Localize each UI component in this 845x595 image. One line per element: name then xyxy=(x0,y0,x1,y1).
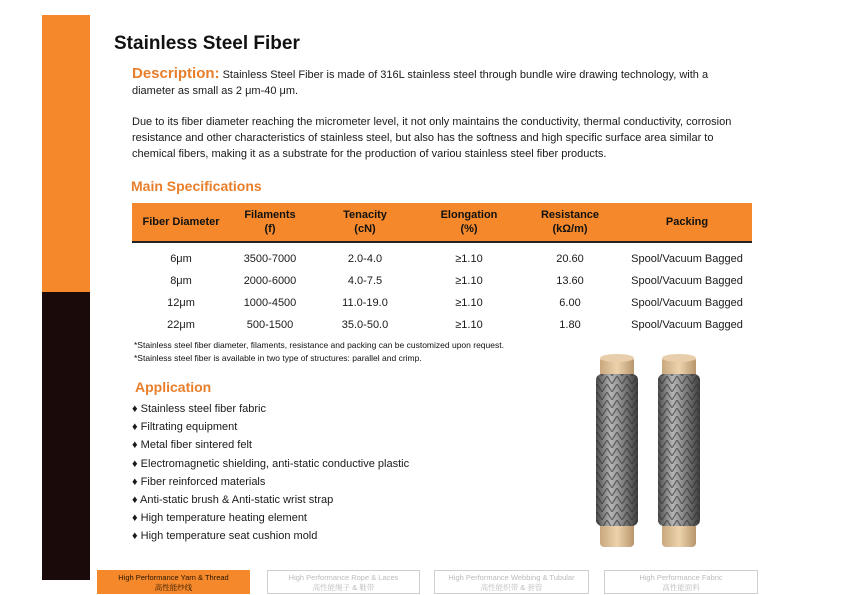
list-item: ♦ Anti-static brush & Anti-static wrist strap xyxy=(132,494,334,507)
footer-tab-rope-laces[interactable] xyxy=(267,570,420,594)
cell-packing: Spool/Vacuum Bagged xyxy=(631,319,743,331)
col-header-tenacity: Tenacity (cN) xyxy=(310,203,420,242)
footer-tab-label-cn: 高性能纱线 xyxy=(154,583,193,592)
footer-tab-label: High Performance Yarn & Thread xyxy=(118,573,229,582)
spool-right xyxy=(658,354,700,547)
footer-tab-label: High Performance Rope & Laces xyxy=(288,573,399,582)
col-header-packing: Packing xyxy=(622,203,752,242)
description xyxy=(132,66,752,99)
footer-tab-label: High Performance Fabric xyxy=(639,573,723,582)
cell-elongation: ≥1.10 xyxy=(455,253,483,265)
cell-diameter: 12μm xyxy=(167,297,195,309)
table-row xyxy=(132,292,752,314)
col-header-resistance: Resistance (kΩ/m) xyxy=(518,203,622,242)
list-item: ♦ Fiber reinforced materials xyxy=(132,475,266,488)
list-item: ♦ Stainless steel fiber fabric xyxy=(132,403,267,415)
application-heading: Application xyxy=(135,379,212,395)
cell-filaments: 1000-4500 xyxy=(243,297,297,309)
table-row xyxy=(132,242,752,270)
cell-filaments: 3500-7000 xyxy=(243,253,297,265)
footer-tab-label-cn: 高性能绳子 & 鞋带 xyxy=(312,583,375,592)
spool-left xyxy=(596,354,638,547)
accent-bar-orange xyxy=(42,15,90,292)
footer-tab-label-cn: 高性能面料 xyxy=(662,583,700,592)
page-title: Stainless Steel Fiber xyxy=(114,33,300,54)
cell-filaments: 500-1500 xyxy=(246,319,294,331)
list-item: ♦ High temperature seat cushion mold xyxy=(132,530,318,543)
accent-bar-dark xyxy=(42,292,90,580)
footer-tab-fabric[interactable] xyxy=(604,570,758,594)
cell-resistance: 1.80 xyxy=(559,319,581,331)
cell-resistance: 13.60 xyxy=(556,275,584,287)
cell-tenacity: 11.0-19.0 xyxy=(342,297,388,309)
cell-diameter: 6μm xyxy=(170,253,192,265)
spec-header-row xyxy=(132,203,752,242)
cell-packing: Spool/Vacuum Bagged xyxy=(631,297,743,309)
cell-elongation: ≥1.10 xyxy=(455,319,483,331)
cell-packing: Spool/Vacuum Bagged xyxy=(631,275,743,287)
footer-tab-label-cn: 高性能织带 & 套管 xyxy=(480,583,543,592)
specs-heading: Main Specifications xyxy=(131,178,262,194)
cell-filaments: 2000-6000 xyxy=(243,275,297,287)
cell-tenacity: 35.0-50.0 xyxy=(341,319,389,331)
description-text: Stainless Steel Fiber is made of 316L stainless steel through bundle wire drawing technology, with a diameter as small as 2 μm-40 μm. xyxy=(132,69,709,97)
spec-notes xyxy=(134,339,504,365)
col-header-diameter: Fiber Diameter xyxy=(132,203,230,242)
col-header-elongation: Elongation (%) xyxy=(420,203,518,242)
description-label: Description: xyxy=(132,65,220,82)
fiber-spools-image xyxy=(582,352,712,552)
spec-note: *Stainless steel fiber diameter, filaments, resistance and packing can be customized upon request. xyxy=(134,340,504,350)
table-row xyxy=(132,270,752,292)
cell-packing: Spool/Vacuum Bagged xyxy=(631,253,743,265)
list-item: ♦ Filtrating equipment xyxy=(132,421,238,434)
application-list xyxy=(132,400,409,546)
cell-elongation: ≥1.10 xyxy=(455,275,483,287)
spec-table xyxy=(132,203,752,336)
cell-tenacity: 2.0-4.0 xyxy=(347,253,383,265)
footer-tab-label: High Performance Webbing & Tubular xyxy=(448,573,575,582)
cell-tenacity: 4.0-7.5 xyxy=(347,275,383,287)
cell-diameter: 22μm xyxy=(167,319,195,331)
col-header-filaments: Filaments (f) xyxy=(230,203,310,242)
cell-resistance: 20.60 xyxy=(556,253,584,265)
cell-diameter: 8μm xyxy=(170,275,192,287)
table-row xyxy=(132,314,752,336)
list-item: ♦ Electromagnetic shielding, anti-static conductive plastic xyxy=(132,457,410,470)
cell-resistance: 6.00 xyxy=(559,297,581,309)
footer-tab-webbing-tubular[interactable] xyxy=(434,570,589,594)
list-item: ♦ High temperature heating element xyxy=(132,512,307,525)
description-paragraph: Due to its fiber diameter reaching the micrometer level, it not only maintains the conductivity, thermal conductivity, corrosion resistance and other characteristics of stainless steel, but also has the softness and high specific surface area similar to chemical fibers, making it as a substrate for the production of variou stainless steel fiber products. xyxy=(132,116,732,160)
footer-tab-yarn-thread[interactable] xyxy=(97,570,250,594)
spec-note: *Stainless steel fiber is available in two type of structures: parallel and crimp. xyxy=(134,353,422,363)
list-item: ♦ Metal fiber sintered felt xyxy=(132,439,252,452)
cell-elongation: ≥1.10 xyxy=(455,297,483,309)
